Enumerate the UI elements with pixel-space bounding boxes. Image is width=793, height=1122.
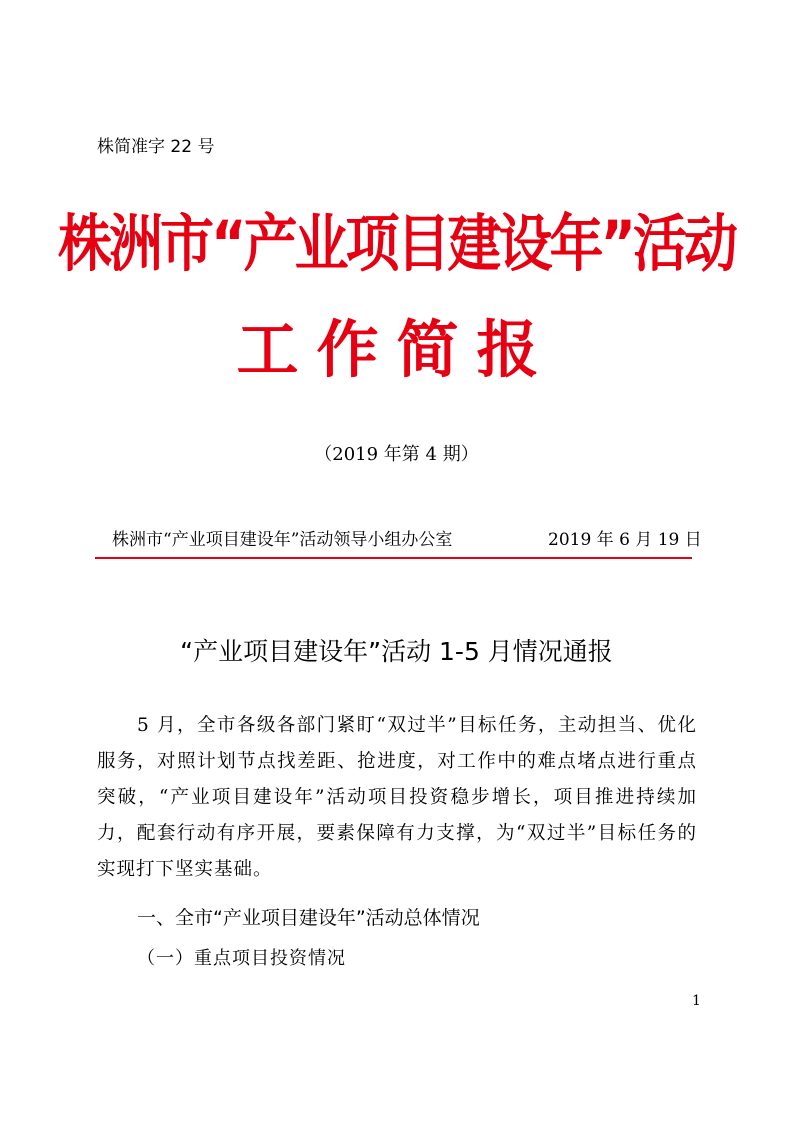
issue-date: 2019 年 6 月 19 日 <box>548 530 702 550</box>
article-title: “产业项目建设年”活动 1-5 月情况通报 <box>180 637 613 666</box>
masthead-title: 株洲市“产业项目建设年”活动 <box>58 207 735 281</box>
issuing-office: 株洲市“产业项目建设年”活动领导小组办公室 <box>112 530 453 550</box>
issue-number: （2019 年第 4 期） <box>314 444 479 465</box>
page-number: 1 <box>692 993 701 1009</box>
body-paragraph: 5 月，全市各级各部门紧盯“双过半”目标任务，主动担当、优化服务，对照计划节点找差距、抢进度，对工作中的难点堵点进行重点突破，“产业项目建设年”活动项目投资稳步增长，项目推进持续加力，配套行动有序开展，要素保障有力支撑，为“双过半”目标任务的实现打下坚实基础。 <box>97 715 697 880</box>
subsection-heading: （一）重点项目投资情况 <box>137 948 346 969</box>
section-heading: 一、全市“产业项目建设年”活动总体情况 <box>137 907 480 929</box>
header-divider <box>95 557 692 559</box>
document-number: 株简准字 22 号 <box>97 137 215 157</box>
masthead-subtitle: 工作简报 <box>236 313 557 386</box>
